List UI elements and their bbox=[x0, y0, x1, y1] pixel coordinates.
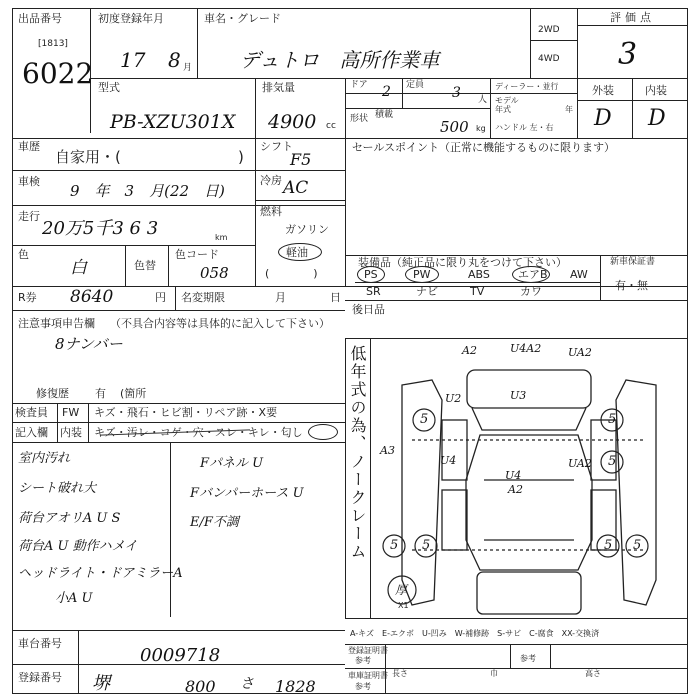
transfer-ref: 参考 bbox=[355, 656, 371, 665]
diag-top-u2: U2 bbox=[445, 392, 462, 405]
score-value: 3 bbox=[618, 37, 638, 72]
reg-kana: さ bbox=[240, 676, 254, 692]
width-label: 巾 bbox=[490, 669, 498, 678]
inspector-label: 検査員 bbox=[15, 406, 48, 419]
displacement-value: 4900 bbox=[268, 111, 317, 133]
diag-ring-5: 5 bbox=[604, 538, 613, 553]
equip-aw: AW bbox=[570, 268, 588, 281]
model-name-value: デュトロ 高所作業車 bbox=[240, 48, 440, 72]
diag-top-a2: A2 bbox=[462, 344, 477, 357]
history-value: 自家用・( bbox=[55, 148, 121, 166]
diag-ring-1: 5 bbox=[608, 412, 617, 427]
interior-label: 内装 bbox=[645, 84, 667, 97]
equip-airbag: エアB bbox=[518, 268, 548, 281]
inspection-label: 車検 bbox=[18, 175, 40, 188]
diag-side-ua2: UA2 bbox=[568, 457, 592, 470]
diag-ring-0: 5 bbox=[420, 412, 429, 427]
issue-ref: 参考 bbox=[355, 682, 371, 691]
shift-value: F5 bbox=[290, 150, 312, 169]
fuel-paren: ( ) bbox=[265, 267, 318, 280]
equip-navi: ナビ bbox=[416, 285, 438, 298]
fuel-diesel: 軽油 bbox=[286, 246, 308, 259]
diag-center-u4: U4 bbox=[505, 469, 522, 482]
shape-label: 形状 bbox=[350, 114, 369, 124]
warranty-value: 有・無 bbox=[615, 279, 648, 292]
diag-ring-4: 5 bbox=[422, 538, 431, 553]
recycle-value: 8640 bbox=[70, 287, 114, 307]
issue-label: 車庫証明書 bbox=[348, 671, 388, 680]
lot-bracket: [1813] bbox=[38, 39, 68, 49]
sales-point-label: セールスポイント（正常に機能するものに限ります） bbox=[352, 141, 616, 154]
length-label: 長さ bbox=[392, 669, 408, 678]
color-label: 色 bbox=[18, 248, 29, 261]
capacity-value: 3 bbox=[452, 85, 461, 101]
reg-number: 1828 bbox=[275, 677, 316, 696]
repair-label: 修復歴 bbox=[36, 387, 69, 400]
interior-items: キズ・汚レ・コゲ・穴・スレ・キレ・匂し bbox=[94, 426, 303, 439]
mileage-value: 20万5千3 6 3 bbox=[42, 218, 159, 239]
name-change-month: 月 bbox=[275, 291, 286, 304]
exterior-value: D bbox=[594, 106, 612, 131]
hw-note-right-1: Fバンパーホース U bbox=[190, 486, 304, 501]
displacement-unit: cc bbox=[326, 121, 336, 131]
chassis-value: 0009718 bbox=[140, 645, 221, 666]
first-reg-year: 17 bbox=[120, 48, 146, 72]
notes-instructions: （不具合内容等は具体的に記入して下さい） bbox=[110, 317, 330, 330]
diag-top-u4a2: U4A2 bbox=[510, 342, 542, 355]
height-label: 高さ bbox=[585, 669, 601, 678]
inspection-value: 9 年 3 月(22 日) bbox=[70, 182, 225, 200]
diag-ring-3: 5 bbox=[390, 538, 399, 553]
dealer-label: ディーラー・並行 bbox=[495, 82, 559, 91]
warranty-label: 新車保証書 bbox=[610, 257, 656, 267]
lot-number: 6022 bbox=[22, 57, 94, 90]
recycle-label: R券 bbox=[18, 291, 37, 304]
model-name-label: 車名・グレード bbox=[204, 12, 281, 25]
model-year-unit: 年 bbox=[565, 105, 573, 114]
ac-value: AC bbox=[283, 178, 309, 198]
hw-note-left-0: 室内汚れ bbox=[18, 451, 71, 466]
equip-leather: カワ bbox=[520, 285, 542, 298]
model-year-label2: 年式 bbox=[495, 105, 511, 114]
load-unit: kg bbox=[476, 124, 486, 133]
hw-note-right-2: E/F不調 bbox=[190, 515, 239, 530]
history-label: 車歴 bbox=[18, 140, 40, 153]
repair-part: (箇所 bbox=[120, 387, 147, 400]
doors-value: 2 bbox=[382, 84, 391, 100]
repair-value: 有 bbox=[95, 387, 106, 400]
diag-top-ua2: UA2 bbox=[568, 346, 592, 359]
car-diagram bbox=[372, 340, 686, 620]
ref-label-right: 参考 bbox=[520, 654, 536, 663]
color-code-label: 色コード bbox=[175, 248, 219, 261]
reg-class: 800 bbox=[185, 677, 216, 696]
fuel-label: 燃料 bbox=[260, 205, 282, 218]
load-value: 500 bbox=[440, 118, 469, 136]
hw-note-left-2: 荷台アオリA U S bbox=[18, 511, 121, 526]
notes-text: 8ナンバー bbox=[55, 335, 123, 353]
lot-label: 出品番号 bbox=[18, 12, 62, 25]
first-reg-month-unit: 月 bbox=[183, 63, 193, 73]
score-label: 評価点 bbox=[610, 11, 655, 24]
hw-note-left-5: 小A U bbox=[55, 591, 93, 606]
interior-row-label: 内装 bbox=[60, 426, 82, 439]
transfer-label: 登録証明書 bbox=[348, 646, 388, 655]
interior-mark bbox=[308, 424, 338, 440]
equip-sr: SR bbox=[366, 285, 381, 298]
equip-ps: PS bbox=[364, 268, 378, 281]
vertical-disclaimer: 低年式の為、ノークレーム bbox=[348, 345, 367, 561]
history-close: ) bbox=[238, 148, 244, 166]
drive-4wd: 4WD bbox=[538, 54, 560, 64]
diag-center-a2: A2 bbox=[508, 483, 523, 496]
fuel-gas: ガソリン bbox=[285, 223, 329, 236]
handle-label: ハンドル 左・右 bbox=[495, 123, 554, 132]
rear-seat-label: 後日品 bbox=[352, 303, 385, 316]
hw-note-left-3: 荷台A U 動作ハメイ bbox=[18, 539, 138, 554]
name-change-label: 名変期限 bbox=[181, 291, 225, 304]
doors-label: ドア bbox=[350, 80, 368, 90]
shift-label: シフト bbox=[260, 140, 293, 153]
damage-legend: A-キズ E-エクボ U-凹み W-補修跡 S-サビ C-腐食 XX-交換済 bbox=[350, 629, 600, 638]
fw-label: FW bbox=[62, 406, 80, 419]
equip-pw: PW bbox=[413, 268, 431, 281]
repaint-label: 色替 bbox=[134, 259, 156, 272]
equip-abs: ABS bbox=[468, 268, 490, 281]
equipment-label: 装備品（純正品に限り丸をつけて下さい） bbox=[358, 256, 567, 269]
reg-region: 堺 bbox=[92, 673, 110, 694]
diag-top-u3: U3 bbox=[510, 389, 527, 402]
reg-label: 登録番号 bbox=[18, 671, 62, 684]
hw-note-left-4: ヘッドライト・ドアミラーA bbox=[18, 566, 183, 581]
type-label: 型式 bbox=[98, 81, 120, 94]
capacity-label: 定員 bbox=[406, 80, 425, 90]
mileage-unit: km bbox=[215, 233, 228, 242]
first-reg-month: 8 bbox=[168, 48, 181, 72]
hw-note-left-1: シート破れ大 bbox=[18, 481, 97, 496]
load-label: 積載 bbox=[375, 110, 394, 120]
diag-side-u4: U4 bbox=[440, 454, 457, 467]
chassis-label: 車台番号 bbox=[18, 637, 62, 650]
color-value: 白 bbox=[70, 258, 87, 278]
diag-rust-label: 厚 bbox=[395, 583, 408, 597]
diag-rust-sub: X1 bbox=[398, 601, 409, 610]
capacity-unit: 人 bbox=[478, 95, 488, 105]
color-code-value: 058 bbox=[200, 264, 229, 282]
recycle-unit: 円 bbox=[155, 291, 166, 304]
equip-tv: TV bbox=[470, 285, 485, 298]
drive-2wd: 2WD bbox=[538, 25, 560, 35]
displacement-label: 排気量 bbox=[262, 81, 295, 94]
model-year-label1: モデル bbox=[495, 96, 519, 105]
interior-value: D bbox=[648, 106, 666, 131]
name-change-day: 日 bbox=[330, 291, 341, 304]
fill-label: 記入欄 bbox=[15, 426, 48, 439]
ac-label: 冷房 bbox=[260, 174, 282, 187]
first-reg-label: 初度登録年月 bbox=[98, 12, 164, 25]
diag-ring-2: 5 bbox=[608, 454, 617, 469]
notes-label: 注意事項申告欄 bbox=[18, 317, 95, 330]
diag-side-a3: A3 bbox=[380, 444, 395, 457]
type-value: PB-XZU301X bbox=[110, 111, 236, 133]
exterior-label: 外装 bbox=[592, 84, 614, 97]
hw-note-right-0: Fパネル U bbox=[200, 456, 264, 471]
diag-ring-6: 5 bbox=[633, 538, 642, 553]
mileage-label: 走行 bbox=[18, 210, 40, 223]
fw-items: キズ・飛石・ヒビ割・リペア跡・X要 bbox=[94, 406, 278, 419]
